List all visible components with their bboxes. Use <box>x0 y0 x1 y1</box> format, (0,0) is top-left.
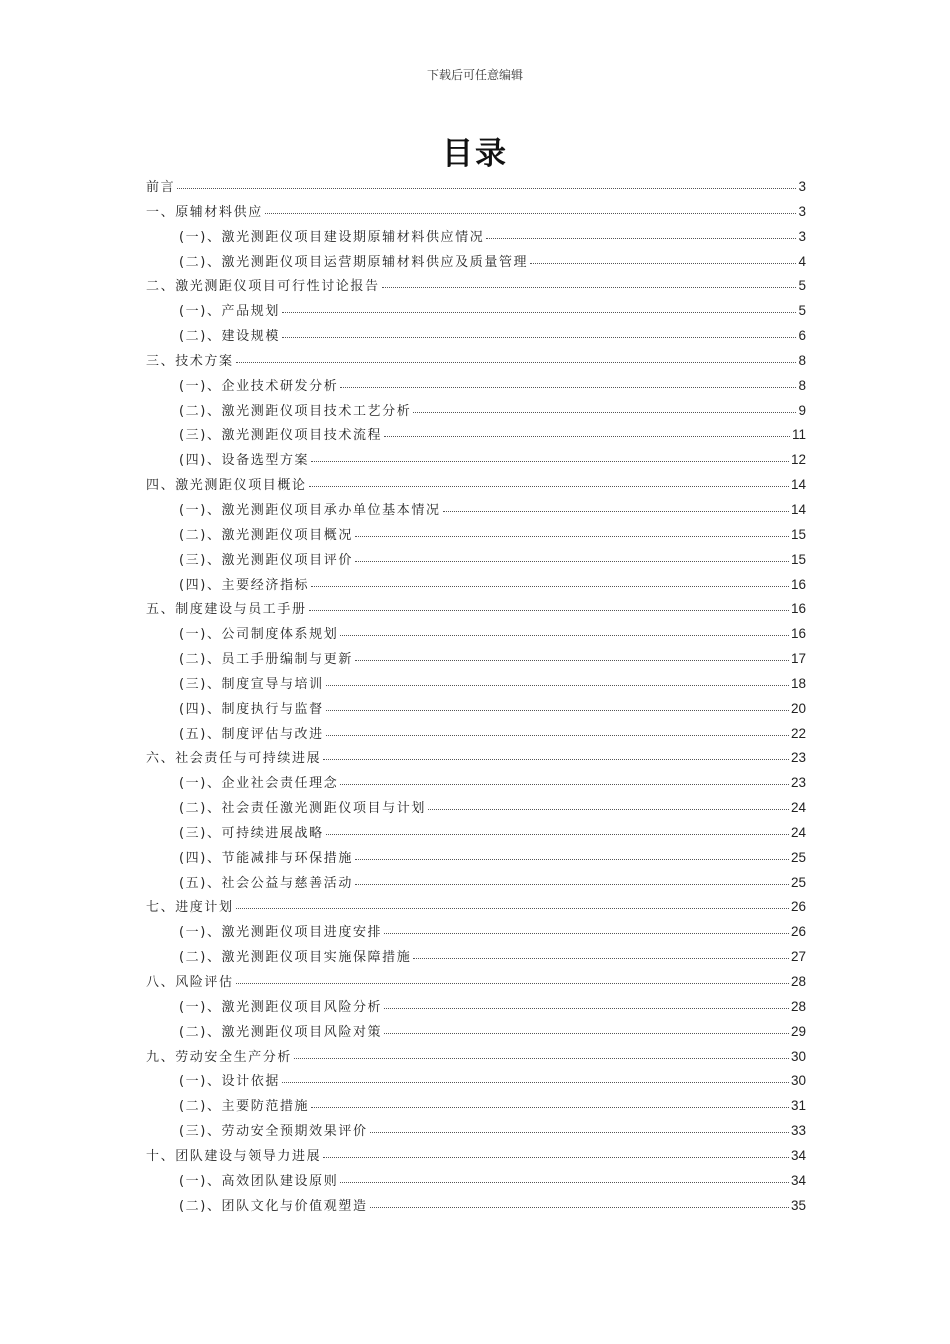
toc-page-number: 25 <box>790 874 806 890</box>
toc-page-number: 15 <box>790 526 806 542</box>
toc-entry-label: (二)、激光测距仪项目风险对策 <box>179 1024 383 1040</box>
toc-subentry[interactable] <box>146 847 806 872</box>
page-header: 下载后可任意编辑 <box>426 68 523 82</box>
toc-subentry[interactable] <box>146 499 806 524</box>
toc-page-number: 29 <box>790 1023 806 1039</box>
toc-entry[interactable] <box>146 971 806 996</box>
toc-page-number: 26 <box>790 899 806 915</box>
dot-leader <box>309 486 789 487</box>
toc-entry[interactable] <box>146 1046 806 1071</box>
toc-entry-label: (二)、主要防范措施 <box>179 1099 310 1115</box>
dot-leader <box>370 1132 789 1133</box>
toc-page-number: 8 <box>798 352 806 368</box>
toc-entry-label: (一)、产品规划 <box>179 304 280 320</box>
toc-page-number: 34 <box>790 1172 806 1188</box>
toc-page-number: 33 <box>790 1123 806 1139</box>
toc-entry[interactable] <box>146 176 806 201</box>
toc-subentry[interactable] <box>146 996 806 1021</box>
toc-entry-label: (四)、节能减排与环保措施 <box>179 850 353 866</box>
toc-page-number: 15 <box>790 551 806 567</box>
toc-entry-label: (一)、激光测距仪项目承办单位基本情况 <box>179 502 441 518</box>
toc-entry-label: (一)、激光测距仪项目建设期原辅材料供应情况 <box>179 229 485 245</box>
toc-page-number: 16 <box>790 626 806 642</box>
dot-leader <box>282 337 797 338</box>
toc-page-number: 31 <box>790 1098 806 1114</box>
toc-entry-label: (四)、主要经济指标 <box>179 577 310 593</box>
dot-leader <box>311 461 789 462</box>
toc-entry-label: (一)、企业社会责任理念 <box>179 776 339 792</box>
toc-entry-label: 四、激光测距仪项目概论 <box>146 478 307 494</box>
dot-leader <box>428 809 789 810</box>
toc-page-number: 34 <box>790 1147 806 1163</box>
toc-entry-label: 六、社会责任与可持续进展 <box>146 751 322 767</box>
dot-leader <box>384 436 790 437</box>
toc-page-number: 6 <box>798 328 806 344</box>
toc-entry-label: (四)、设备选型方案 <box>179 453 310 469</box>
toc-entry-label: (三)、制度宣导与培训 <box>179 676 324 692</box>
toc-page-number: 25 <box>790 849 806 865</box>
dot-leader <box>323 1157 789 1158</box>
toc-page-number: 9 <box>798 402 806 418</box>
toc-subentry[interactable] <box>146 698 806 723</box>
dot-leader <box>486 238 796 239</box>
toc-entry[interactable] <box>146 896 806 921</box>
toc-entry[interactable] <box>146 474 806 499</box>
toc-entry-label: (二)、激光测距仪项目实施保障措施 <box>179 950 412 966</box>
toc-page-number: 24 <box>790 824 806 840</box>
toc-page-number: 28 <box>790 998 806 1014</box>
toc-page-number: 3 <box>798 203 806 219</box>
toc-subentry[interactable] <box>146 549 806 574</box>
dot-leader <box>323 759 789 760</box>
toc-subentry[interactable] <box>146 400 806 425</box>
dot-leader <box>177 188 796 189</box>
toc-page-number: 18 <box>790 675 806 691</box>
toc-entry-label: 九、劳动安全生产分析 <box>146 1049 293 1065</box>
toc-subentry[interactable] <box>146 772 806 797</box>
dot-leader <box>340 387 796 388</box>
dot-leader <box>311 586 789 587</box>
toc-subentry[interactable] <box>146 524 806 549</box>
toc-page-number: 30 <box>790 1048 806 1064</box>
dot-leader <box>355 660 789 661</box>
toc-entry[interactable] <box>146 350 806 375</box>
toc-entry-label: (二)、激光测距仪项目概况 <box>179 527 353 543</box>
toc-page-number: 28 <box>790 974 806 989</box>
toc-page-number: 22 <box>790 725 806 741</box>
toc-page-number: 23 <box>790 750 806 766</box>
dot-leader <box>384 1033 789 1034</box>
dot-leader <box>530 263 796 264</box>
toc-page-number: 3 <box>798 228 806 244</box>
dot-leader <box>340 1182 789 1183</box>
toc-entry-label: (三)、激光测距仪项目评价 <box>179 552 353 568</box>
dot-leader <box>236 362 797 363</box>
dot-leader <box>265 213 797 214</box>
toc-entry-label: 三、技术方案 <box>146 353 234 369</box>
toc-subentry[interactable] <box>146 1070 806 1095</box>
toc-subentry[interactable] <box>146 946 806 971</box>
toc-entry-label: (一)、企业技术研发分析 <box>179 378 339 394</box>
toc-subentry[interactable] <box>146 375 806 400</box>
toc-entry[interactable] <box>146 1145 806 1170</box>
toc-page-number: 16 <box>790 601 806 617</box>
toc-subentry[interactable] <box>146 226 806 251</box>
toc-entry-label: (五)、社会公益与慈善活动 <box>179 875 353 891</box>
toc-subentry[interactable] <box>146 673 806 698</box>
toc-entry-label: (四)、制度执行与监督 <box>179 701 324 717</box>
dot-leader <box>236 983 789 984</box>
toc-subentry[interactable] <box>146 1120 806 1145</box>
toc-entry[interactable] <box>146 747 806 772</box>
toc-page-number: 14 <box>790 501 806 517</box>
toc-entry-label: (一)、设计依据 <box>179 1074 280 1090</box>
table-of-contents <box>146 176 806 1219</box>
toc-entry-label: (二)、激光测距仪项目技术工艺分析 <box>179 403 412 419</box>
toc-page-number: 23 <box>790 775 806 791</box>
dot-leader <box>309 610 789 611</box>
toc-entry-label: (二)、激光测距仪项目运营期原辅材料供应及质量管理 <box>179 254 529 270</box>
toc-entry-label: (二)、社会责任激光测距仪项目与计划 <box>179 801 426 817</box>
dot-leader <box>282 1082 789 1083</box>
dot-leader <box>370 1207 789 1208</box>
toc-entry[interactable] <box>146 275 806 300</box>
toc-page-number: 12 <box>790 452 806 468</box>
toc-page-number: 8 <box>798 377 806 393</box>
toc-subentry[interactable] <box>146 921 806 946</box>
dot-leader <box>384 933 789 934</box>
toc-page-number: 30 <box>790 1073 806 1089</box>
dot-leader <box>326 834 789 835</box>
dot-leader <box>340 635 789 636</box>
dot-leader <box>413 958 789 959</box>
toc-page-number: 27 <box>790 949 806 965</box>
toc-subentry[interactable] <box>146 424 806 449</box>
dot-leader <box>384 1008 789 1009</box>
toc-page-number: 11 <box>791 427 806 443</box>
dot-leader <box>311 1107 789 1108</box>
dot-leader <box>355 859 789 860</box>
toc-page-number: 4 <box>798 253 806 269</box>
dot-leader <box>326 710 789 711</box>
toc-subentry[interactable] <box>146 648 806 673</box>
toc-entry-label: (二)、团队文化与价值观塑造 <box>179 1198 368 1214</box>
dot-leader <box>355 561 789 562</box>
toc-entry-label: 五、制度建设与员工手册 <box>146 602 307 618</box>
toc-entry-label: 十、团队建设与领导力进展 <box>146 1148 322 1164</box>
toc-subentry[interactable] <box>146 623 806 648</box>
toc-page-number: 26 <box>790 924 806 940</box>
toc-entry-label: (三)、可持续进展战略 <box>179 825 324 841</box>
dot-leader <box>326 735 789 736</box>
dot-leader <box>413 412 796 413</box>
dot-leader <box>382 287 797 288</box>
dot-leader <box>326 685 789 686</box>
dot-leader <box>282 312 797 313</box>
toc-page-number: 3 <box>798 179 806 194</box>
dot-leader <box>294 1058 789 1059</box>
toc-page-number: 14 <box>790 477 806 493</box>
toc-entry-label: 一、原辅材料供应 <box>146 204 263 220</box>
toc-page-number: 20 <box>790 700 806 716</box>
toc-page-number: 24 <box>790 800 806 816</box>
toc-entry-label: (三)、激光测距仪项目技术流程 <box>179 428 383 444</box>
toc-page-number: 5 <box>798 303 806 319</box>
toc-subentry[interactable] <box>146 251 806 276</box>
dot-leader <box>355 884 789 885</box>
toc-entry-label: (一)、激光测距仪项目风险分析 <box>179 999 383 1015</box>
toc-subentry[interactable] <box>146 797 806 822</box>
toc-entry-label: (一)、公司制度体系规划 <box>179 627 339 643</box>
toc-entry[interactable] <box>146 598 806 623</box>
toc-page-number: 16 <box>790 576 806 592</box>
toc-page-number: 17 <box>790 651 806 667</box>
toc-entry-label: (一)、高效团队建设原则 <box>179 1173 339 1189</box>
toc-subentry[interactable] <box>146 325 806 350</box>
toc-entry-label: (二)、建设规模 <box>179 329 280 345</box>
toc-subentry[interactable] <box>146 1021 806 1046</box>
dot-leader <box>236 908 789 909</box>
toc-entry-label: (五)、制度评估与改进 <box>179 726 324 742</box>
toc-page-number: 35 <box>790 1197 806 1213</box>
toc-entry-label: (一)、激光测距仪项目进度安排 <box>179 925 383 941</box>
page-title: 目录 <box>442 136 508 172</box>
toc-subentry[interactable] <box>146 449 806 474</box>
toc-entry-label: 八、风险评估 <box>146 975 234 990</box>
toc-subentry[interactable] <box>146 1095 806 1120</box>
dot-leader <box>340 784 789 785</box>
toc-entry-label: (二)、员工手册编制与更新 <box>179 652 353 668</box>
toc-subentry[interactable] <box>146 822 806 847</box>
toc-subentry[interactable] <box>146 300 806 325</box>
toc-subentry[interactable] <box>146 872 806 897</box>
toc-entry-label: 二、激光测距仪项目可行性讨论报告 <box>146 279 380 295</box>
toc-subentry[interactable] <box>146 574 806 599</box>
toc-subentry[interactable] <box>146 723 806 748</box>
toc-entry[interactable] <box>146 201 806 226</box>
dot-leader <box>355 536 789 537</box>
toc-entry-label: 前言 <box>146 180 176 195</box>
dot-leader <box>443 511 789 512</box>
toc-entry-label: (三)、劳动安全预期效果评价 <box>179 1124 368 1140</box>
toc-subentry[interactable] <box>146 1170 806 1195</box>
toc-entry-label: 七、进度计划 <box>146 900 234 916</box>
toc-page-number: 5 <box>798 278 806 294</box>
toc-subentry[interactable] <box>146 1195 806 1220</box>
